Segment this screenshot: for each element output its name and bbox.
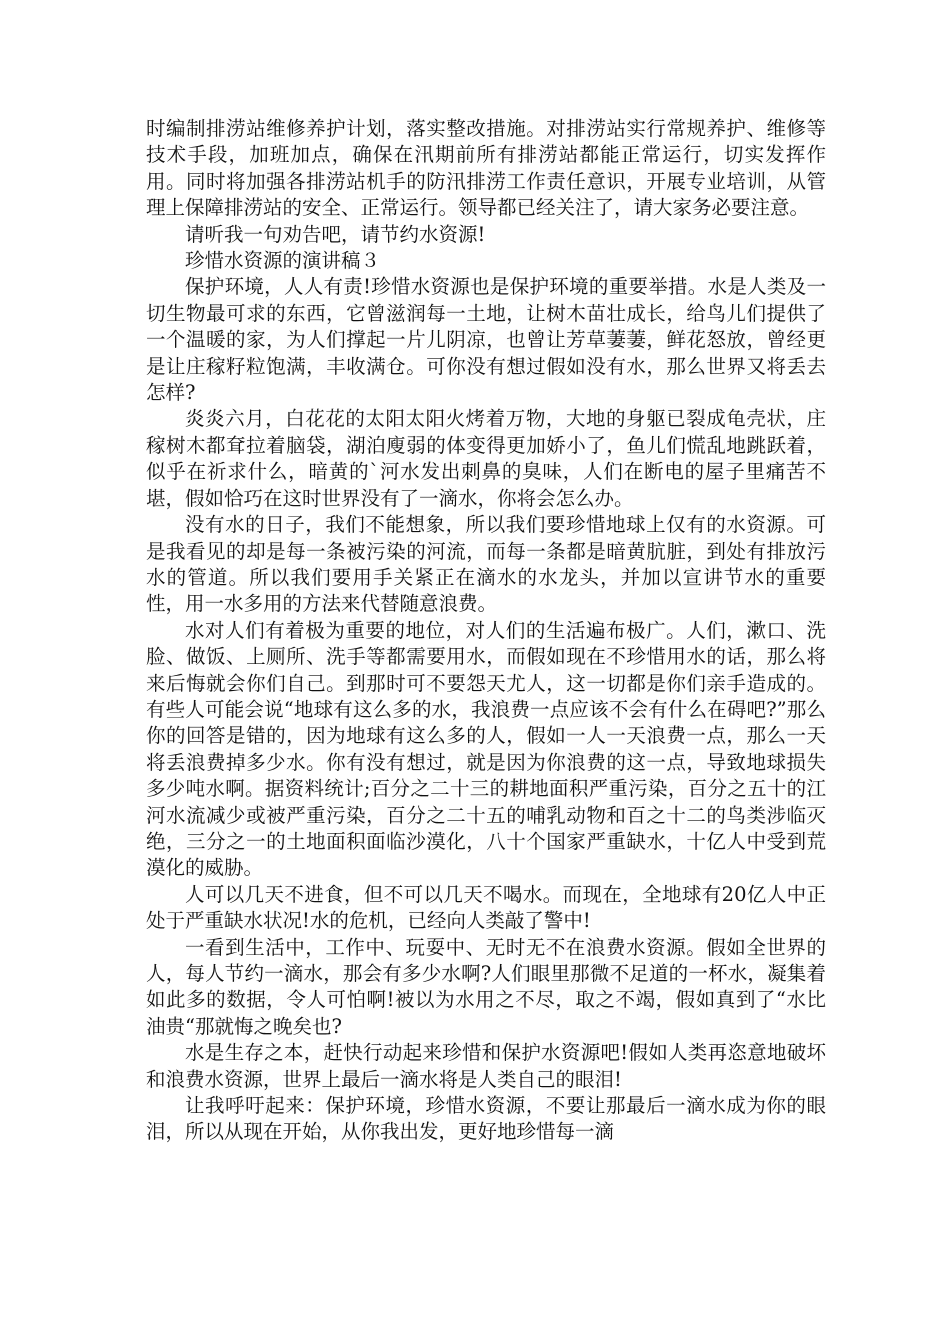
- paragraph-continued: 时编制排涝站维修养护计划，落实整改措施。对排涝站实行常规养护、维修等技术手段，加班加点，确保在汛期前所有排涝站都能正常运行，切实发挥作用。同时将加强各排涝站机手的防汛排涝工作责任意识，开展专业培训，从管理上保障排涝站的安全、正常运行。领导都已经关注了，请大家务必要注意。: [146, 117, 826, 220]
- paragraph: 保护环境，人人有责!珍惜水资源也是保护环境的重要举措。水是人类及一切生物最可求的东西，它曾滋润每一土地，让树木苗壮成长，给鸟儿们提供了一个温暖的家，为人们撑起一片儿阴凉，也曾让芳草萋萋，鲜花怒放，曾经更是让庄稼籽粒饱满，丰收满仓。可你没有想过假如没有水，那么世界又将丢去怎样?: [146, 275, 826, 405]
- paragraph: 水对人们有着极为重要的地位，对人们的生活遍布极广。人们，漱口、洗脸、做饭、上厕所、洗手等都需要用水，而假如现在不珍惜用水的话，那么将来后悔就会你们自己。到那时可不要怨天尤人，这一切都是你们亲手造成的。有些人可能会说“地球有这么多的水，我浪费一点应该不会有什么在碍吧?”那么你的回答是错的，因为地球有这么多的人，假如一人一天浪费一点，那么一天将丢浪费掉多少水。你有没有想过，就是因为你浪费的这一点，导致地球损失多少吨水啊。据资料统计;百分之二十三的耕地面积严重污染，百分之五十的江河水流减少或被严重污染，百分之二十五的哺乳动物和百之十二的鸟类涉临灭绝，三分之一的土地面积面临沙漠化，八十个国家严重缺水，十亿人中受到荒漠化的威胁。: [146, 618, 826, 880]
- document-page: [146, 116, 826, 1146]
- paragraph: 让我呼吁起来：保护环境，珍惜水资源，不要让那最后一滴水成为你的眼泪，所以从现在开始，从你我出发，更好地珍惜每一滴: [146, 1094, 826, 1144]
- paragraph: 一看到生活中，工作中、玩耍中、无时无不在浪费水资源。假如全世界的人，每人节约一滴水，那会有多少水啊?人们眼里那微不足道的一杯水，凝集着如此多的数据，令人可怕啊!被以为水用之不尽，取之不竭，假如真到了“水比油贵“那就悔之晚矣也?: [146, 935, 826, 1038]
- section-title: 珍惜水资源的演讲稿３: [185, 249, 381, 273]
- paragraph: 没有水的日子，我们不能想象，所以我们要珍惜地球上仅有的水资源。可是我看见的却是每一条被污染的河流，而每一条都是暗黄肮脏，到处有排放污水的管道。所以我们要用手关紧正在滴水的水龙头，并加以宣讲节水的重要性，用一水多用的方法来代替随意浪费。: [146, 513, 826, 616]
- paragraph-advice: 请听我一句劝告吧，请节约水资源!: [185, 222, 486, 246]
- paragraph: 炎炎六月，白花花的太阳太阳火烤着万物，大地的身躯已裂成龟壳状，庄稼树木都耷拉着脑袋，湖泊廋弱的体变得更加娇小了，鱼儿们慌乱地跳跃着，似乎在祈求什么，暗黄的`河水发出刺鼻的臭味，人们在断电的屋子里痛苦不堪，假如恰巧在这时世界没有了一滴水，你将会怎么办。: [146, 407, 826, 510]
- paragraph: 水是生存之本，赶快行动起来珍惜和保护水资源吧!假如人类再恣意地破坏和浪费水资源，世界上最后一滴水将是人类自己的眼泪!: [146, 1041, 826, 1091]
- paragraph: 人可以几天不进食，但不可以几天不喝水。而现在，全地球有20亿人中正处于严重缺水状况!水的危机，已经向人类敲了警中!: [146, 882, 826, 933]
